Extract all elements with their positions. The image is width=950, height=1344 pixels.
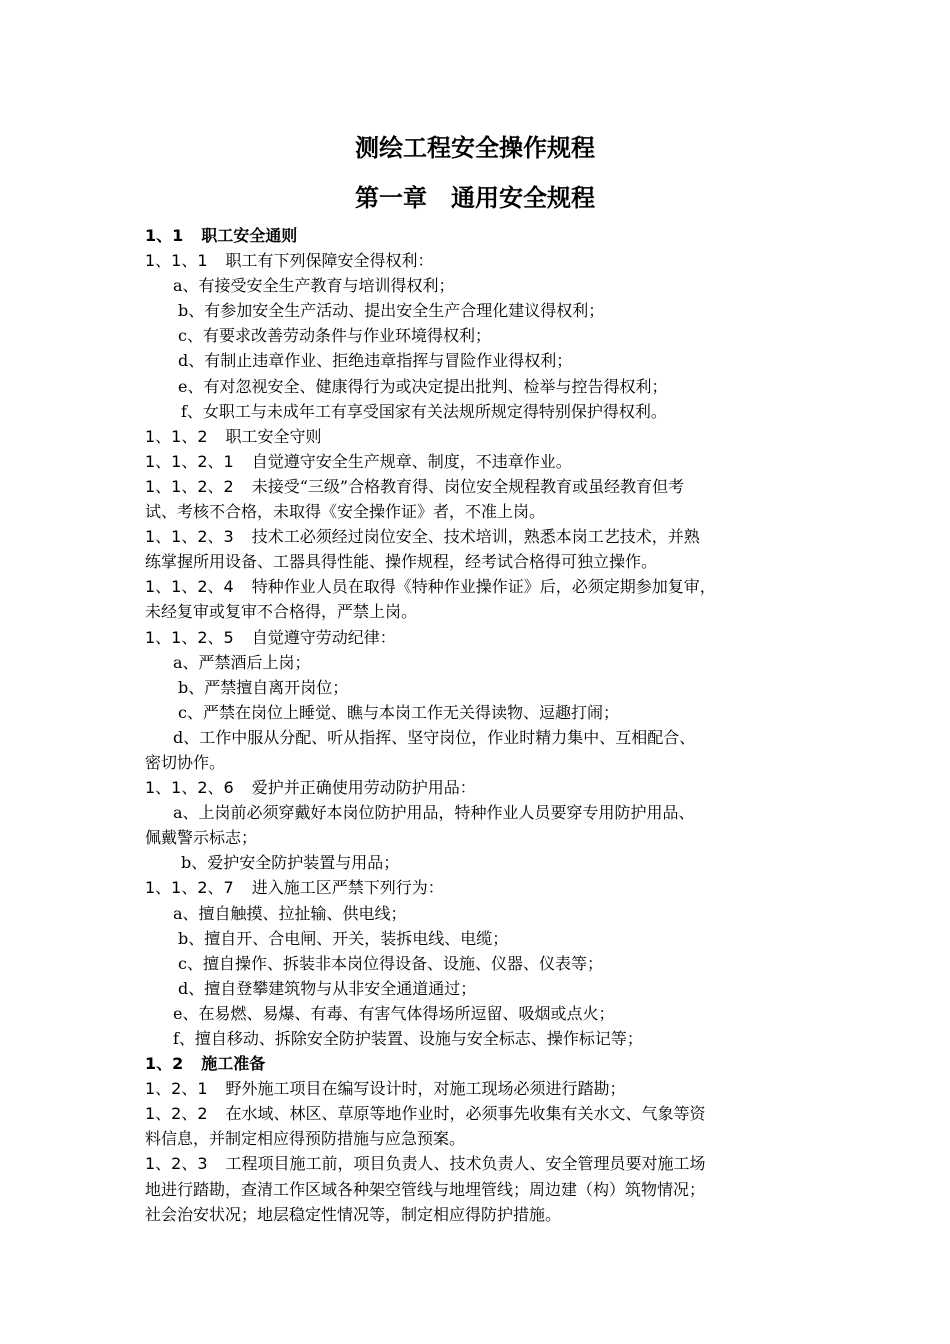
clause-continuation: 地进行踏勘，查清工作区域各种架空管线与地埋管线；周边建（构）筑物情况； xyxy=(145,1179,706,1199)
list-item: b、擅自开、合电闸、开关，装拆电线、电缆； xyxy=(178,928,509,948)
clause: 1、1、2、6 爱护并正确使用劳动防护用品： xyxy=(145,778,476,798)
clause-continuation: 试、考核不合格，未取得《安全操作证》者，不准上岗。 xyxy=(145,502,546,522)
document-body xyxy=(145,223,810,1227)
list-item: d、有制止违章作业、拒绝违章指挥与冒险作业得权利； xyxy=(178,351,573,371)
clause: 1、1、2、1 自觉遵守安全生产规章、制度，不违章作业。 xyxy=(145,451,572,471)
clause: 1、2、3 工程项目施工前，项目负责人、技术负责人、安全管理员要对施工场 xyxy=(145,1154,706,1174)
list-item: c、有要求改善劳动条件与作业环境得权利； xyxy=(178,326,491,346)
list-item: d、擅自登攀建筑物与从非安全通道通过； xyxy=(178,978,477,998)
clause: 1、1、2、4 特种作业人员在取得《特种作业操作证》后，必须定期参加复审， xyxy=(145,577,716,597)
list-item: a、上岗前必须穿戴好本岗位防护用品，特种作业人员要穿专用防护用品、 xyxy=(173,803,695,823)
list-item: f、女职工与未成年工有享受国家有关法规所规定得特别保护得权利。 xyxy=(181,401,667,421)
clause-continuation: 练掌握所用设备、工器具得性能、操作规程，经考试合格得可独立操作。 xyxy=(145,552,658,572)
list-item: b、爱护安全防护装置与用品； xyxy=(181,853,400,873)
section-heading: 1、1 职工安全通则 xyxy=(145,226,298,245)
list-item: a、擅自触摸、拉扯输、供电线； xyxy=(173,903,407,923)
clause: 1、1、1 职工有下列保障安全得权利： xyxy=(145,251,434,271)
list-item: d、工作中服从分配、听从指挥、坚守岗位，作业时精力集中、互相配合、 xyxy=(173,727,696,747)
clause-continuation: 社会治安状况；地层稳定性情况等，制定相应得防护措施。 xyxy=(145,1204,562,1224)
clause: 1、1、2、7 进入施工区严禁下列行为： xyxy=(145,878,444,898)
list-item: c、严禁在岗位上睡觉、瞧与本岗工作无关得读物、逗趣打闹； xyxy=(178,702,619,722)
list-item: c、擅自操作、拆装非本岗位得设备、设施、仪器、仪表等； xyxy=(178,953,603,973)
clause-continuation: 未经复审或复审不合格得，严禁上岗。 xyxy=(145,602,418,622)
list-item: e、在易燃、易爆、有毒、有害气体得场所逗留、吸烟或点火； xyxy=(173,1003,615,1023)
chapter-heading: 第一章 通用安全规程 xyxy=(355,184,595,212)
list-item-continuation: 佩戴警示标志； xyxy=(145,828,258,848)
clause-continuation: 料信息，并制定相应得预防措施与应急预案。 xyxy=(145,1129,466,1149)
document-title: 测绘工程安全操作规程 xyxy=(355,134,595,162)
list-item: b、有参加安全生产活动、提出安全生产合理化建议得权利； xyxy=(178,301,605,321)
clause: 1、1、2 职工安全守则 xyxy=(145,426,322,446)
list-item: a、严禁酒后上岗； xyxy=(173,652,311,672)
list-item: e、有对忽视安全、健康得行为或决定提出批判、检举与控告得权利； xyxy=(178,376,668,396)
list-item: f、擅自移动、拆除安全防护装置、设施与安全标志、操作标记等； xyxy=(173,1029,643,1048)
clause: 1、1、2、2 未接受“三级”合格教育得、岗位安全规程教育或虽经教育但考 xyxy=(145,476,685,496)
clause: 1、1、2、3 技术工必须经过岗位安全、技术培训，熟悉本岗工艺技术，并熟 xyxy=(145,527,700,547)
section-heading: 1、2 施工准备 xyxy=(145,1054,266,1074)
list-item-continuation: 密切协作。 xyxy=(145,752,226,772)
list-item: b、严禁擅自离开岗位； xyxy=(178,677,349,697)
clause: 1、2、1 野外施工项目在编写设计时，对施工现场必须进行踏勘； xyxy=(145,1079,626,1099)
list-item: a、有接受安全生产教育与培训得权利； xyxy=(173,276,455,296)
clause: 1、1、2、5 自觉遵守劳动纪律： xyxy=(145,627,396,647)
clause: 1、2、2 在水域、林区、草原等地作业时，必须事先收集有关水文、气象等资 xyxy=(145,1104,706,1124)
